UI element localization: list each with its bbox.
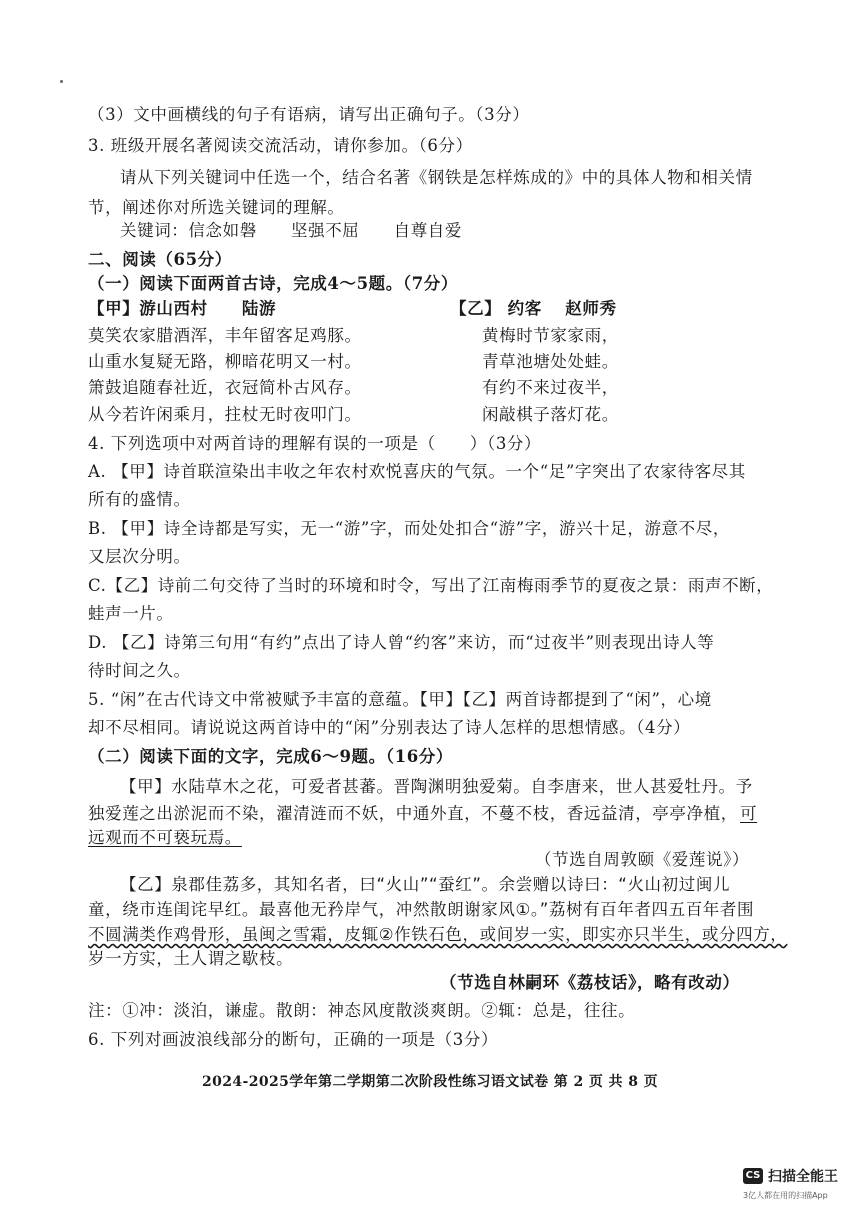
question-3-prompt-2: 节，阐述你对所选关键词的理解。	[88, 198, 345, 217]
part-2-title: （二）阅读下面的文字，完成6～9题。（16分）	[88, 747, 453, 766]
option-b-2: 又层次分明。	[88, 547, 191, 566]
poem-a-title: 【甲】游山西村 陆游	[88, 299, 277, 318]
question-5-2: 却不尽相同。请说说这两首诗中的“闲”分别表达了诗人怎样的思想情感。（4分）	[88, 718, 691, 737]
poem-a-line-1: 莫笑农家腊酒浑，丰年留客足鸡豚。	[88, 326, 362, 345]
passage-a-1: 【甲】水陆草木之花，可爱者甚蕃。晋陶渊明独爱菊。自李唐来，世人甚爱牡丹。予	[120, 777, 753, 796]
poem-a-line-3: 箫鼓追随春社近，衣冠简朴古风存。	[88, 378, 362, 397]
scan-speck	[60, 80, 63, 83]
part-1-title: （一）阅读下面两首古诗，完成4～5题。（7分）	[88, 274, 458, 293]
passage-b-1: 【乙】泉郡佳荔多，其知名者，曰“火山”“蚕红”。余尝赠以诗曰：“火山初过闽儿	[120, 875, 731, 894]
camscanner-name: 扫描全能王	[768, 1169, 838, 1185]
option-a-1: A. 【甲】诗首联渲染出丰收之年农村欢悦喜庆的气氛。一个“足”字突出了农家待客尽其	[88, 462, 746, 481]
passage-a-underline: 远观而不可亵玩焉。	[88, 828, 242, 847]
passage-b-3-wavy: 不圆满类作鸡骨形，虽闽之雪霜，皮辄②作铁石色，或间岁一实，即实亦只半生，或分四方，	[88, 925, 788, 944]
option-c-2: 蛙声一片。	[88, 604, 174, 623]
option-a-2: 所有的盛情。	[88, 490, 191, 509]
passage-a-source: （节选自周敦颐《爱莲说》）	[535, 850, 750, 869]
camscanner-tagline: 3亿人都在用的扫描App	[743, 1191, 828, 1200]
keywords: 关键词：信念如磐 坚强不屈 自尊自爱	[120, 221, 462, 240]
poem-b-line-4: 闲敲棋子落灯花。	[482, 405, 619, 424]
question-3-3: （3）文中画横线的句子有语病，请写出正确句子。（3分）	[88, 105, 530, 124]
option-c-1: C.【乙】诗前二句交待了当时的环境和时令，写出了江南梅雨季节的夏夜之景：雨声不断，	[88, 576, 774, 595]
option-d-2: 待时间之久。	[88, 661, 191, 680]
poem-b-title: 【乙】 约客 赵师秀	[450, 299, 617, 318]
camscanner-logo-icon: CS	[743, 1168, 763, 1184]
question-3: 3. 班级开展名著阅读交流活动，请你参加。（6分）	[88, 136, 473, 155]
passage-a-underline-start: 可	[740, 804, 758, 823]
passage-b-source: （节选自林嗣环《荔枝话》，略有改动）	[440, 973, 740, 992]
poem-a-line-2: 山重水复疑无路，柳暗花明又一村。	[88, 352, 362, 371]
question-5-1: 5. “闲”在古代诗文中常被赋予丰富的意蕴。【甲】【乙】两首诗都提到了“闲”，心境	[88, 690, 712, 709]
poem-b-line-1: 黄梅时节家家雨，	[482, 326, 619, 345]
passage-a-2: 独爱莲之出淤泥而不染，濯清涟而不妖，中通外直，不蔓不枝，香远益清，亭亭净植，	[88, 804, 738, 823]
passage-b-4: 岁一方实，土人谓之歇枝。	[88, 949, 294, 968]
notes: 注：①冲：淡泊，谦虚。散朗：神态风度散淡爽朗。②辄：总是，往往。	[88, 1001, 636, 1020]
section-reading: 二、阅读（65分）	[88, 250, 232, 269]
passage-b-2: 童，绕市连闺诧早红。最喜他无矜岸气，冲然散朗谢家风①。”荔树有百年者四五百年者围	[88, 900, 755, 919]
question-4: 4. 下列选项中对两首诗的理解有误的一项是（ ）（3分）	[88, 434, 542, 453]
option-d-1: D. 【乙】诗第三句用“有约”点出了诗人曾“约客”来访，而“过夜半”则表现出诗人等	[88, 633, 715, 652]
question-3-prompt-1: 请从下列关键词中任选一个，结合名著《钢铁是怎样炼成的》中的具体人物和相关情	[120, 168, 753, 187]
option-b-1: B. 【甲】诗全诗都是写实，无一“游”字，而处处扣合“游”字，游兴十足，游意不尽，	[88, 519, 730, 538]
question-6: 6. 下列对画波浪线部分的断句，正确的一项是（3分）	[88, 1030, 499, 1049]
page-footer: 2024-2025学年第二学期第二次阶段性练习语文试卷 第 2 页 共 8 页	[201, 1074, 659, 1090]
poem-b-line-3: 有约不来过夜半，	[482, 378, 619, 397]
poem-b-line-2: 青草池塘处处蛙。	[482, 352, 619, 371]
poem-a-line-4: 从今若许闲乘月，拄杖无时夜叩门。	[88, 405, 362, 424]
